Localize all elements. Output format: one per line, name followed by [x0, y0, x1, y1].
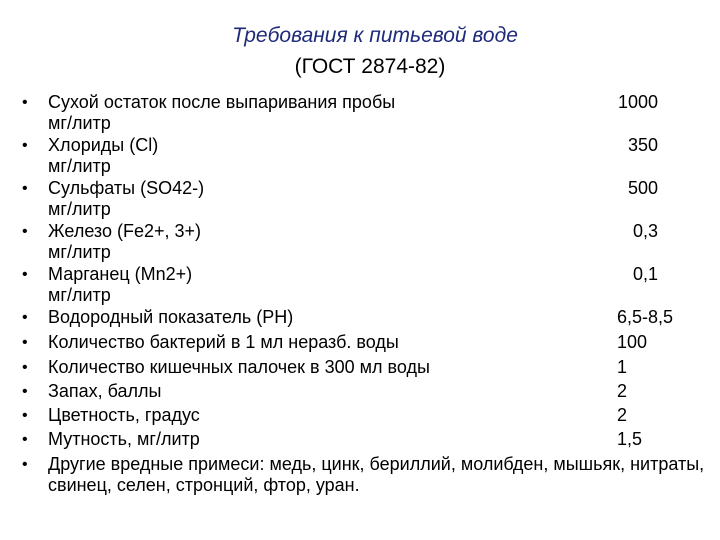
item-name: Железо (Fe2+, 3+)	[48, 221, 202, 241]
slide-subtitle: (ГОСТ 2874-82)	[294, 55, 446, 78]
item-name: Другие вредные примеси: медь, цинк, бериллий, молибден, мышьяк, нитраты, свинец, селен, стронций, фтор, уран.	[48, 454, 705, 495]
item-value: 0,3	[633, 221, 659, 241]
requirements-list	[20, 92, 710, 496]
bullet-icon: •	[22, 431, 28, 448]
bullet-icon: •	[22, 359, 28, 376]
item-value: 1	[617, 357, 628, 377]
bullet-icon: •	[22, 383, 28, 400]
item-name: Марганец (Mn2+)	[48, 264, 193, 284]
item-value: 1,5	[617, 429, 643, 449]
item-value: 6,5-8,5	[617, 307, 674, 327]
bullet-icon: •	[22, 180, 28, 197]
item-value: 500	[628, 178, 659, 198]
item-name: Сульфаты (SO42-)	[48, 178, 205, 198]
item-unit: мг/литр	[48, 242, 111, 262]
bullet-icon: •	[22, 266, 28, 283]
item-name: Количество бактерий в 1 мл неразб. воды	[48, 332, 399, 352]
list-item	[20, 92, 710, 135]
item-name: Сухой остаток после выпаривания пробы	[48, 92, 396, 112]
bullet-icon: •	[22, 223, 28, 240]
list-item	[20, 357, 710, 381]
bullet-icon: •	[22, 456, 28, 473]
list-item	[20, 332, 710, 357]
bullet-icon: •	[22, 309, 28, 326]
item-value: 350	[628, 135, 659, 155]
list-item	[20, 264, 710, 307]
item-name: Водородный показатель (РН)	[48, 307, 294, 327]
bullet-icon: •	[22, 334, 28, 351]
slide-title: Требования к питьевой воде	[232, 24, 518, 47]
item-name: Количество кишечных палочек в 300 мл воды	[48, 357, 430, 377]
item-unit: мг/литр	[48, 285, 111, 305]
list-item	[20, 381, 710, 405]
list-item	[20, 405, 710, 429]
item-name: Запах, баллы	[48, 381, 162, 401]
list-item	[20, 307, 710, 332]
item-name: Цветность, градус	[48, 405, 200, 425]
bullet-icon: •	[22, 94, 28, 111]
item-name: Мутность, мг/литр	[48, 429, 200, 449]
item-name: Хлориды (Cl)	[48, 135, 159, 155]
list-item	[20, 454, 710, 496]
item-value: 1000	[618, 92, 659, 112]
list-item	[20, 135, 710, 178]
list-item	[20, 221, 710, 264]
item-value: 100	[617, 332, 648, 352]
item-value: 0,1	[633, 264, 659, 284]
list-item	[20, 429, 710, 453]
item-value: 2	[617, 381, 628, 401]
item-value: 2	[617, 405, 628, 425]
item-unit: мг/литр	[48, 156, 111, 176]
list-item	[20, 178, 710, 221]
item-unit: мг/литр	[48, 113, 111, 133]
bullet-icon: •	[22, 407, 28, 424]
item-unit: мг/литр	[48, 199, 111, 219]
bullet-icon: •	[22, 137, 28, 154]
